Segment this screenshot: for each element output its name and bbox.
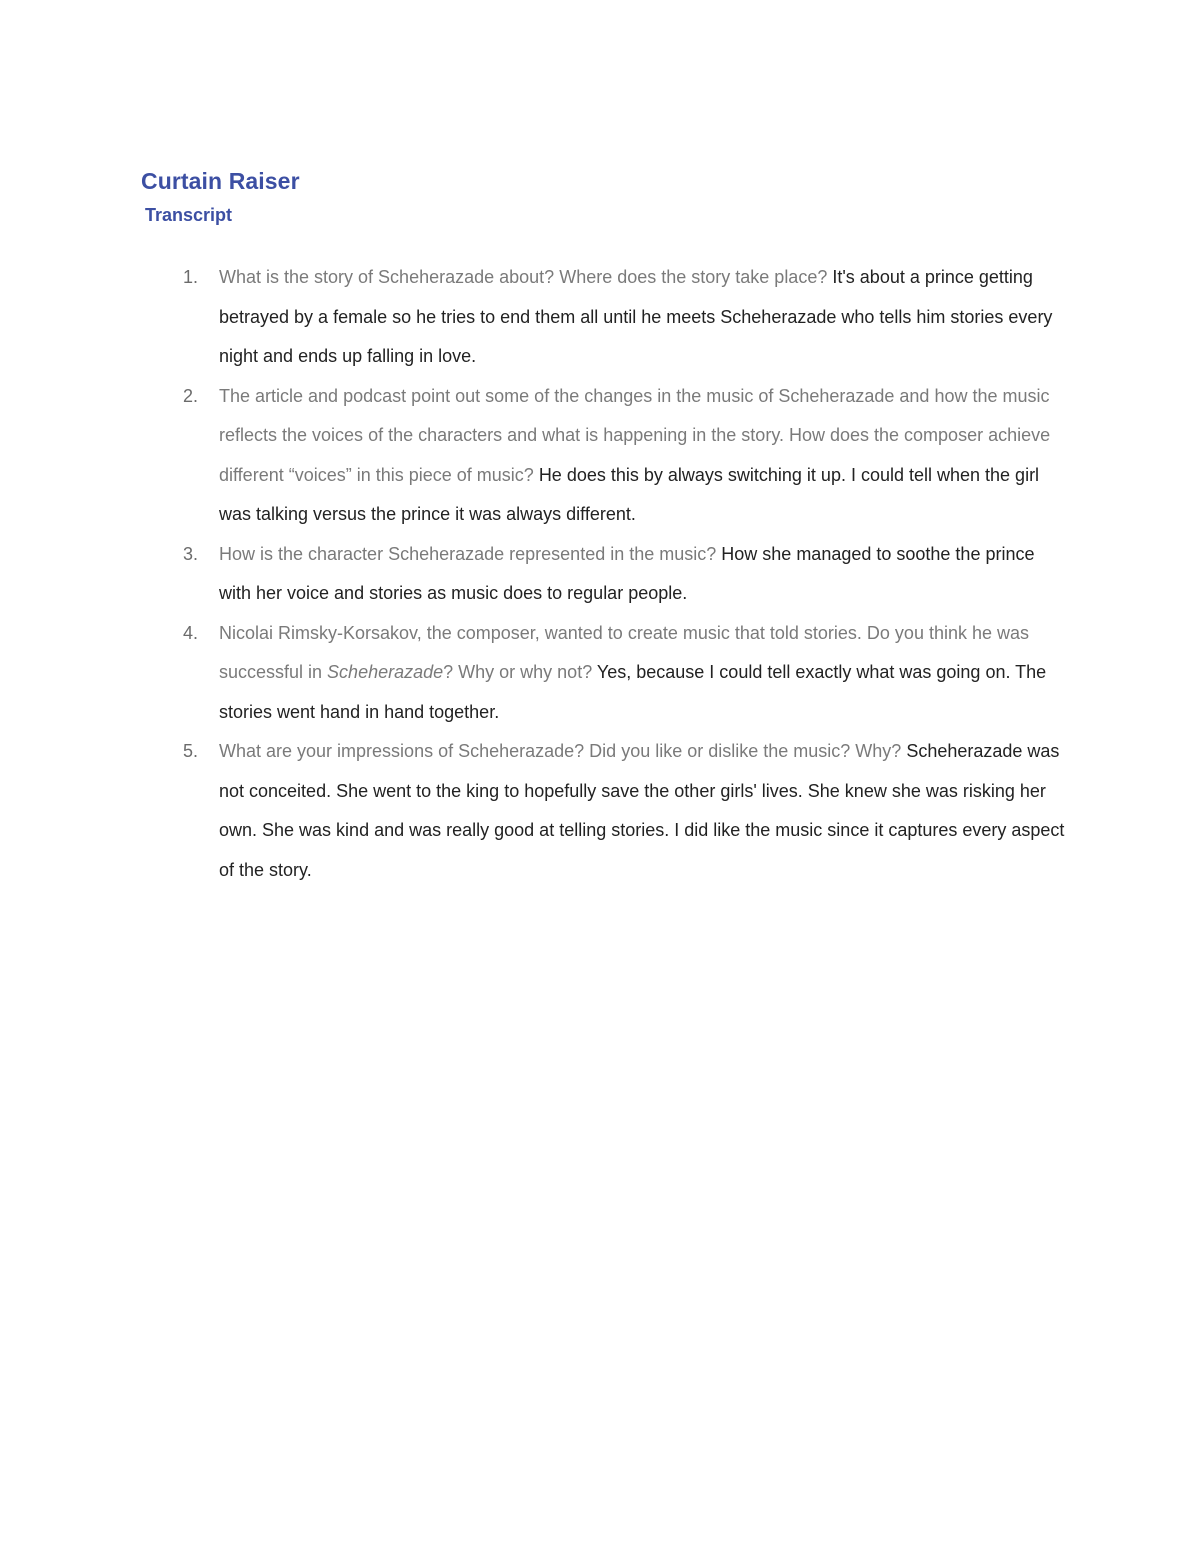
question-item-2 [183, 377, 1069, 535]
question-item-1 [183, 258, 1069, 377]
question-item-3 [183, 535, 1069, 614]
question-item-5 [183, 732, 1069, 890]
item-number: 1. [183, 267, 199, 287]
document-title: Curtain Raiser [141, 168, 300, 194]
question-item-4 [183, 614, 1069, 733]
item-number: 5. [183, 741, 199, 761]
question-text: What is the story of Scheherazade about? Where does the story take place? [219, 267, 833, 287]
work-title-italic: Scheherazade [327, 662, 444, 682]
question-text: How is the character Scheherazade represented in the music? [219, 543, 722, 564]
item-number: 2. [183, 385, 199, 406]
document-subtitle: Transcript [145, 205, 233, 225]
question-text: What are your impressions of Scheherazade? Did you like or dislike the music? Why? [219, 741, 902, 761]
question-text-start: Nicolai Rimsky-Korsakov, the composer, wanted to create music that told stories. Do you think he was successful in [219, 622, 1030, 682]
item-number: 3. [183, 543, 199, 564]
answer-text: How she managed to soothe the prince with her voice and stories as music does to regular people. [219, 543, 1035, 603]
item-number: 4. [183, 622, 199, 643]
answer-text: He does this by always switching it up. I could tell when the girl was talking versus the prince it was always different. [219, 464, 1040, 524]
question-text: The article and podcast point out some of the changes in the music of Scheherazade and how the music reflects the voices of the characters and what is happening in the story. How does the composer achieve different “voices” in this piece of music? [219, 385, 1051, 485]
answer-text: It's about a prince getting betrayed by a female so he tries to end them all until he meets Scheherazade who tells him stories every night and ends up falling in love. [219, 267, 1053, 366]
answer-text: Scheherazade was not conceited. She went to the king to hopefully save the other girls' lives. She knew she was risking her own. She was kind and was really good at telling stories. I did like the music since it captures every aspect of the story. [219, 741, 1065, 880]
answer-text: Yes, because I could tell exactly what was going on. The stories went hand in hand together. [219, 662, 1047, 722]
question-text-end: ? Why or why not? [443, 662, 593, 682]
question-list [183, 258, 1069, 890]
